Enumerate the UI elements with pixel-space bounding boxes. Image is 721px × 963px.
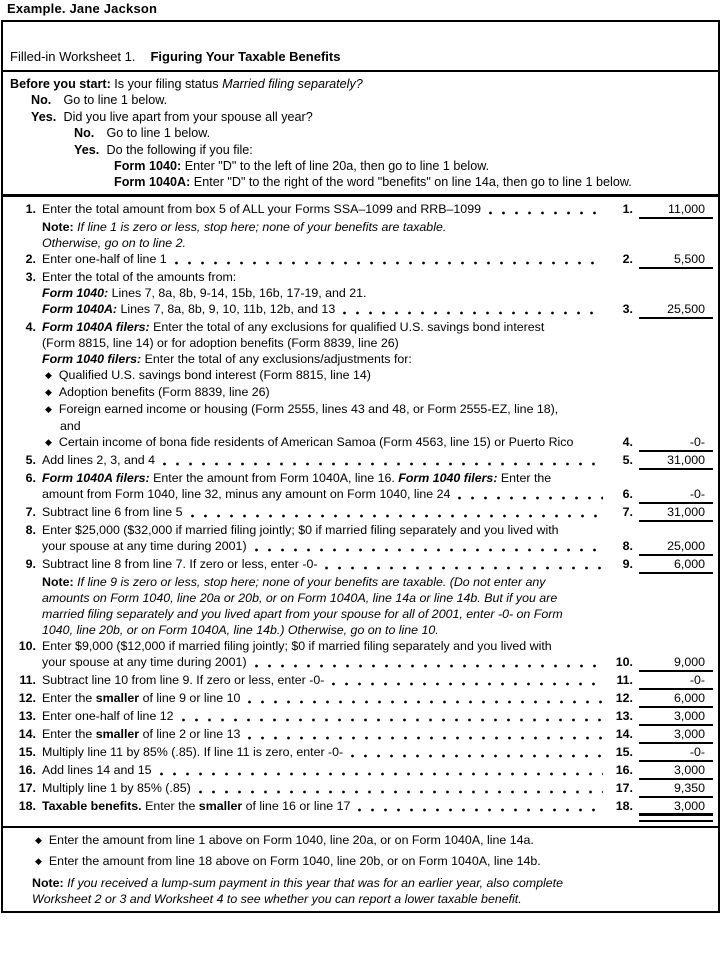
amount-line-number: 9.: [622, 556, 633, 571]
footer-row: [32, 875, 712, 891]
body-row: [10, 401, 713, 418]
line-text: [32, 875, 563, 891]
line-text: [42, 452, 155, 468]
line-text: [42, 201, 481, 217]
text-segment: Yes.: [31, 109, 57, 124]
body-row: [10, 367, 713, 384]
text-segment: Did you live apart from your spouse all year?: [60, 109, 313, 124]
before-start-row: [10, 92, 712, 108]
line-text: [42, 251, 167, 267]
line-text: [42, 269, 236, 285]
line-number: 9.: [25, 556, 36, 571]
text-segment: If you received a lump-sum payment in this year that was for an earlier year, also complete: [63, 875, 563, 890]
text-segment: Enter $9,000 ($12,000 if married filing jointly; $0 if married filing separately and you lived with: [42, 638, 552, 653]
line-text: [42, 708, 174, 724]
text-segment: smaller: [198, 798, 243, 813]
amount-value: -0-: [639, 672, 713, 690]
line-text: [42, 418, 81, 434]
amount-value: 9,350: [639, 780, 713, 798]
line-text: [32, 853, 541, 870]
line-number: 14.: [18, 726, 36, 741]
text-segment: Enter the: [42, 690, 96, 705]
line-text: [42, 726, 240, 742]
dot-leader: [182, 718, 603, 722]
body-row: [10, 798, 713, 816]
amount-line-number: 10.: [615, 654, 633, 669]
body-row: [10, 351, 713, 367]
before-start-row: [10, 109, 712, 125]
text-segment: Form 1040 filers:: [42, 351, 142, 366]
line-text: [42, 798, 350, 814]
body-row: [10, 219, 713, 235]
line-number: 3.: [25, 269, 36, 284]
line-text: [10, 158, 489, 174]
body-row: [10, 285, 713, 301]
line-text: [42, 606, 563, 622]
line-text: [42, 470, 551, 486]
footer-row: [32, 832, 712, 849]
dot-leader: [163, 462, 603, 466]
amount-line-number: 7.: [622, 504, 633, 519]
text-segment: Note:: [32, 875, 64, 890]
text-segment: Form 1040A filers:: [42, 470, 150, 485]
dot-leader: [458, 496, 603, 500]
body-row: [10, 335, 713, 351]
text-segment: Note:: [42, 219, 74, 234]
line-text: [42, 672, 324, 688]
line-text: [42, 638, 552, 654]
amount-value: 5,500: [639, 251, 713, 269]
line-text: [42, 590, 557, 606]
line-text: [42, 285, 366, 301]
amount-value: -0-: [639, 434, 713, 452]
worksheet-header: [3, 22, 718, 72]
dot-leader: [191, 514, 604, 518]
diamond-bullet-icon: ◆: [45, 369, 52, 380]
dot-leader: [332, 682, 603, 686]
line-text: [42, 762, 152, 778]
body-row: [10, 538, 713, 556]
text-segment: Enter the amount from line 1 above on Form 1040, line 20a, or on Form 1040A, line 14a.: [48, 832, 534, 847]
body-row: [10, 486, 713, 504]
dot-leader: [325, 566, 603, 570]
line-text: [10, 174, 632, 190]
amount-value: -0-: [639, 744, 713, 762]
text-segment: If line 1 is zero or less, stop here; none of your benefits are taxable.: [73, 219, 447, 234]
body-row: [10, 556, 713, 574]
text-segment: of line 2 or line 13: [139, 726, 241, 741]
amount-value: 3,000: [639, 726, 713, 744]
text-segment: smaller: [95, 726, 140, 741]
text-segment: 1040, line 20b, or on Form 1040A, line 14b.) Otherwise, go on to line 10.: [42, 622, 439, 637]
text-segment: Enter the total amount from box 5 of ALL your Forms SSA–1099 and RRB–1099: [42, 201, 481, 216]
body-row: [10, 590, 713, 606]
text-segment: (Form 8815, line 14) or for adoption benefits (Form 8839, line 26): [42, 335, 399, 350]
line-number: 12.: [18, 690, 36, 705]
line-number: 15.: [18, 744, 36, 759]
text-segment: Enter the: [497, 470, 552, 485]
diamond-bullet-icon: ◆: [45, 403, 52, 414]
dot-leader: [199, 790, 603, 794]
text-segment: your spouse at any time during 2001): [42, 654, 247, 669]
body-row: [10, 762, 713, 780]
text-segment: Lines 7, 8a, 8b, 9-14, 15b, 16b, 17-19, and 21.: [108, 285, 367, 300]
dot-leader: [358, 808, 603, 812]
text-segment: married filing separately and you lived apart from your spouse for all of 2001, enter -0- on Form: [42, 606, 563, 621]
line-text: [42, 351, 412, 367]
amount-value: 25,500: [639, 301, 713, 319]
text-segment: Enter the amount from line 18 above on Form 1040, line 20b, or on Form 1040A, line 14b.: [48, 854, 541, 869]
body-row: [10, 201, 713, 219]
text-segment: No.: [31, 93, 52, 108]
text-segment: Enter the: [141, 798, 199, 813]
body-row: [10, 780, 713, 798]
text-segment: Form 1040A:: [42, 301, 118, 316]
amount-line-number: 18.: [615, 798, 633, 813]
amount-line-number: 5.: [622, 452, 633, 467]
text-segment: Multiply line 1 by 85% (.85): [42, 780, 191, 795]
line-text: [42, 367, 371, 384]
amount-line-number: 15.: [615, 744, 633, 759]
line-text: [10, 76, 363, 92]
line-number: 6.: [25, 470, 36, 485]
worksheet-box: [1, 20, 720, 913]
line-text: [42, 780, 191, 796]
amount-line-number: 16.: [615, 762, 633, 777]
before-start-row: [10, 125, 712, 141]
text-segment: Enter the: [42, 726, 96, 741]
line-text: [42, 504, 183, 520]
body-row: [10, 470, 713, 486]
text-segment: Enter one-half of line 12: [42, 708, 174, 723]
body-row: [10, 418, 713, 434]
line-text: [42, 538, 247, 554]
text-segment: of line 16 or line 17: [242, 798, 351, 813]
dot-leader: [489, 211, 603, 215]
text-segment: No.: [74, 126, 95, 141]
line-number: 16.: [18, 762, 36, 777]
line-text: [42, 522, 559, 538]
text-segment: smaller: [95, 690, 140, 705]
amount-value: 31,000: [639, 452, 713, 470]
text-segment: Adoption benefits (Form 8839, line 26): [58, 384, 270, 399]
text-segment: Yes.: [74, 142, 100, 157]
body-row: [10, 744, 713, 762]
text-segment: Subtract line 8 from line 7. If zero or less, enter -0-: [42, 556, 318, 571]
body-row: [10, 384, 713, 401]
text-segment: Enter $25,000 ($32,000 if married filing jointly; $0 if married filing separately and you lived with: [42, 522, 559, 537]
text-segment: Qualified U.S. savings bond interest (Form 8815, line 14): [58, 367, 371, 382]
text-segment: of line 9 or line 10: [139, 690, 241, 705]
body-row: [10, 235, 713, 251]
text-segment: Do the following if you file:: [103, 142, 253, 157]
amount-line-number: 14.: [615, 726, 633, 741]
text-segment: Form 1040:: [114, 159, 182, 174]
dot-leader: [248, 736, 603, 740]
text-segment: Add lines 2, 3, and 4: [42, 452, 155, 467]
line-text: [42, 574, 545, 590]
text-segment: Worksheet 2 or 3 and Worksheet 4 to see whether you can report a lower taxable benefit.: [32, 891, 522, 906]
body-row: [10, 606, 713, 622]
amount-line-number: 2.: [622, 251, 633, 266]
line-number: 17.: [18, 780, 36, 795]
text-segment: Enter "D" to the left of line 20a, then go to line 1 below.: [181, 159, 490, 174]
amount-value: 3,000: [639, 708, 713, 726]
dot-leader: [175, 261, 603, 265]
dot-leader: [248, 700, 603, 704]
line-number: 13.: [18, 708, 36, 723]
text-segment: amounts on Form 1040, line 20a or 20b, or on Form 1040A, line 14a or line 14b. But if you are: [42, 590, 558, 605]
line-number: 7.: [25, 504, 36, 519]
line-number: 10.: [18, 638, 36, 653]
line-text: [42, 690, 240, 706]
line-text: [42, 744, 343, 760]
amount-value: -0-: [639, 486, 713, 504]
amount-value: 6,000: [639, 690, 713, 708]
line-text: [32, 832, 534, 849]
text-segment: Multiply line 11 by 85% (.85). If line 11 is zero, enter -0-: [42, 744, 344, 759]
amount-value: 3,000: [639, 798, 713, 816]
line-text: [42, 301, 335, 317]
line-number: 11.: [19, 672, 36, 687]
line-text: [42, 654, 247, 670]
body-row: [10, 319, 713, 335]
amount-value: 9,000: [639, 654, 713, 672]
body-row: [10, 574, 713, 590]
footer-row: [32, 853, 712, 870]
text-segment: Add lines 14 and 15: [42, 762, 152, 777]
line-text: [32, 891, 522, 907]
line-number: 2.: [25, 251, 36, 266]
line-number: 8.: [25, 522, 36, 537]
line-text: [42, 401, 558, 418]
line-text: [42, 219, 446, 235]
amount-line-number: 13.: [615, 708, 633, 723]
amount-line-number: 17.: [615, 780, 633, 795]
text-segment: Otherwise, go on to line 2.: [42, 235, 186, 250]
amount-line-number: 8.: [622, 538, 633, 553]
text-segment: Certain income of bona fide residents of American Samoa (Form 4563, line 15) or Puerto Rico: [58, 434, 574, 449]
body-row: [10, 654, 713, 672]
text-segment: Before you start:: [10, 77, 111, 91]
body-row: [10, 622, 713, 638]
text-segment: Form 1040A:: [114, 175, 191, 190]
body-row: [10, 726, 713, 744]
diamond-bullet-icon: ◆: [35, 856, 42, 867]
before-start-row: [10, 158, 712, 174]
dot-leader: [255, 548, 603, 552]
amount-line-number: 3.: [622, 301, 633, 316]
text-segment: and: [60, 418, 81, 433]
text-segment: Taxable benefits.: [42, 798, 142, 813]
body-row: [10, 251, 713, 269]
diamond-bullet-icon: ◆: [45, 386, 52, 397]
line-text: [10, 92, 167, 108]
amount-line-number: 6.: [622, 486, 633, 501]
before-start-row: [10, 142, 712, 158]
text-segment: Foreign earned income or housing (Form 2555, lines 43 and 48, or Form 2555-EZ, line 18),: [58, 401, 559, 416]
text-segment: Note:: [42, 574, 74, 589]
amount-line-number: 1.: [622, 201, 633, 216]
body-row: [10, 522, 713, 538]
dot-leader: [255, 664, 603, 668]
amount-value: 11,000: [639, 201, 713, 219]
text-segment: Enter "D" to the right of the word "benefits" on line 14a, then go to line 1 below.: [190, 175, 632, 190]
body-row: [10, 638, 713, 654]
text-segment: Go to line 1 below.: [103, 126, 211, 141]
line-text: [42, 434, 573, 451]
text-segment: Enter the total of any exclusions/adjustments for:: [141, 351, 412, 366]
line-number: 18.: [18, 798, 36, 813]
body-row: [10, 690, 713, 708]
line-text: [10, 142, 253, 158]
line-text: [10, 125, 210, 141]
text-segment: your spouse at any time during 2001): [42, 538, 247, 553]
text-segment: Subtract line 6 from line 5: [42, 504, 183, 519]
worksheet-footer-section: [3, 828, 718, 911]
amount-line-number: 11.: [616, 672, 633, 687]
amount-value: 25,000: [639, 538, 713, 556]
text-segment: Form 1040:: [42, 285, 109, 300]
line-text: [42, 556, 317, 572]
body-row: [10, 301, 713, 319]
line-text: [42, 486, 450, 502]
worksheet-lines-section: [3, 197, 718, 828]
amount-value: 6,000: [639, 556, 713, 574]
amount-line-number: 4.: [622, 434, 633, 449]
dot-leader: [160, 772, 603, 776]
diamond-bullet-icon: ◆: [45, 436, 52, 447]
text-segment: Enter the total of any exclusions for qualified U.S. savings bond interest: [149, 319, 545, 334]
worksheet-title: Figuring Your Taxable Benefits: [150, 49, 341, 64]
body-row: [10, 452, 713, 470]
amount-line-number: 12.: [615, 690, 633, 705]
diamond-bullet-icon: ◆: [35, 834, 42, 845]
text-segment: Go to line 1 below.: [60, 93, 168, 108]
footer-row: [32, 891, 712, 907]
dot-leader: [343, 311, 603, 315]
text-segment: Lines 7, 8a, 8b, 9, 10, 11b, 12b, and 13: [117, 301, 336, 316]
body-row: [10, 434, 713, 452]
text-segment: Is your filing status: [110, 77, 223, 91]
line-text: [10, 109, 313, 125]
dot-leader: [351, 754, 603, 758]
line-text: [42, 235, 186, 251]
line-number: 4.: [25, 319, 36, 334]
text-segment: Married filing separately?: [222, 77, 363, 91]
body-row: [10, 504, 713, 522]
line-text: [42, 319, 544, 335]
line-number: 1.: [25, 201, 36, 216]
body-row: [10, 708, 713, 726]
before-you-start-section: [3, 72, 718, 197]
before-start-row: [10, 76, 712, 92]
amount-value: 31,000: [639, 504, 713, 522]
before-start-row: [10, 174, 712, 190]
line-text: [42, 622, 439, 638]
text-segment: Form 1040 filers:: [398, 470, 498, 485]
text-segment: Form 1040A filers:: [42, 319, 150, 334]
page-title: Example. Jane Jackson: [7, 1, 158, 16]
amount-value: 3,000: [639, 762, 713, 780]
text-segment: Subtract line 10 from line 9. If zero or less, enter -0-: [42, 672, 325, 687]
line-text: [42, 384, 270, 401]
body-row: [10, 672, 713, 690]
line-number: 5.: [25, 452, 36, 467]
line-text: [42, 335, 399, 351]
body-row: [10, 269, 713, 285]
text-segment: If line 9 is zero or less, stop here; none of your benefits are taxable. (Do not enter any: [73, 574, 546, 589]
text-segment: Enter the total of the amounts from:: [42, 269, 237, 284]
text-segment: Enter one-half of line 1: [42, 251, 167, 266]
worksheet-label: Filled-in Worksheet 1.: [10, 49, 136, 64]
text-segment: Enter the amount from Form 1040A, line 16.: [149, 470, 399, 485]
text-segment: amount from Form 1040, line 32, minus any amount on Form 1040, line 24: [42, 486, 451, 501]
